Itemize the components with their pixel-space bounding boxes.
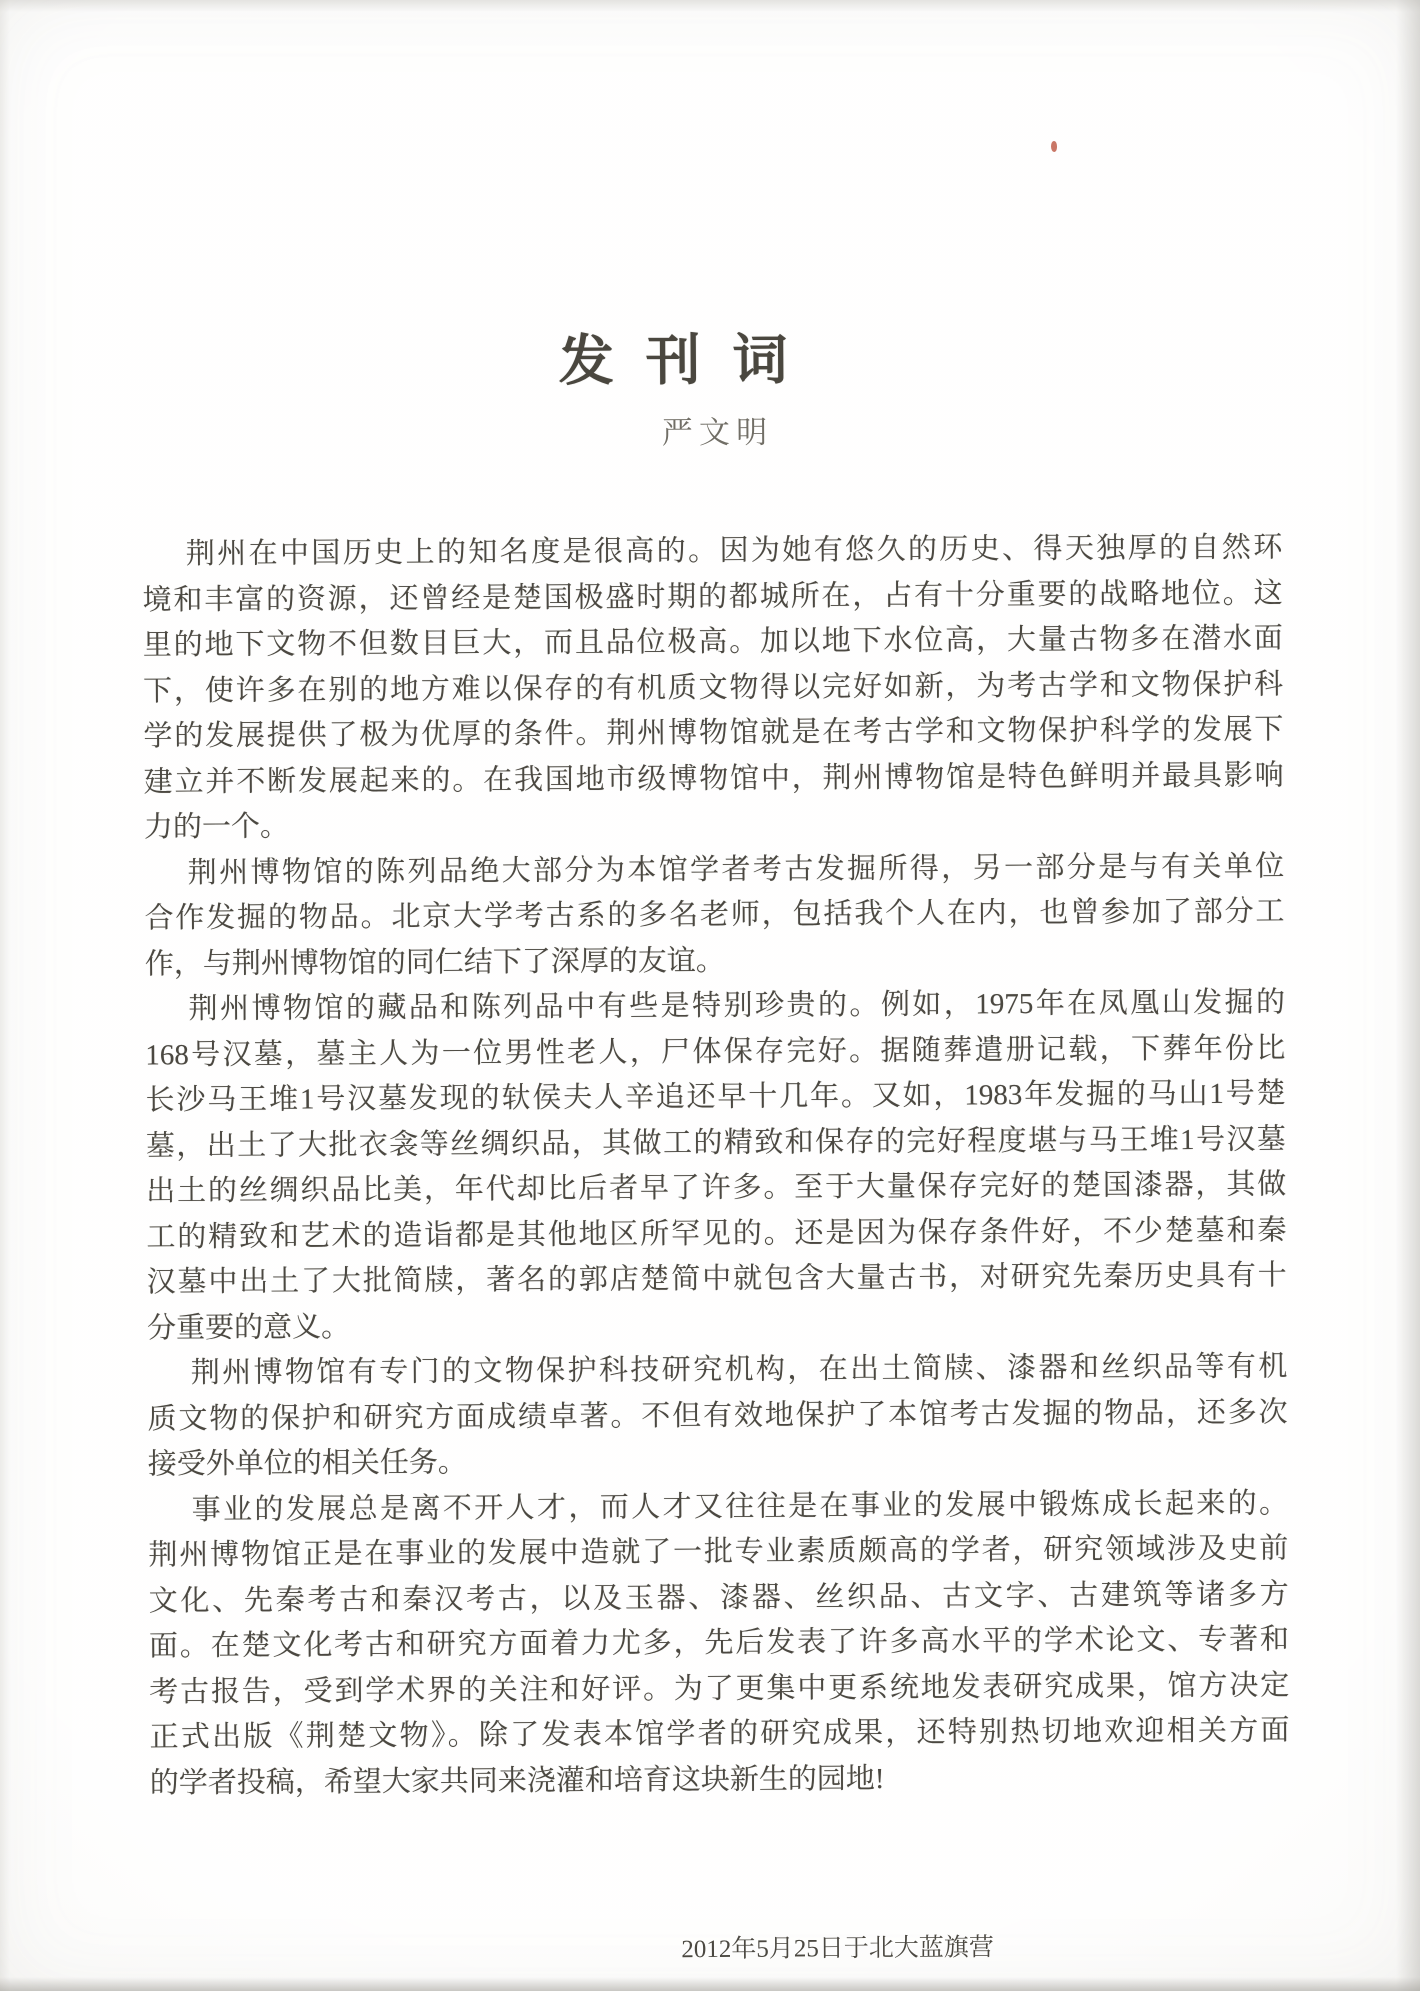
text-line: 作，与荆州博物馆的同仁结下了深厚的友谊。	[144, 944, 725, 980]
paragraph	[148, 1481, 1290, 1806]
text-line: 正式出版《荆楚文物》。除了发表本馆学者的研究成果，还特别热切地欢迎相关方面	[149, 1714, 1290, 1754]
page-title: 发刊词	[558, 329, 820, 392]
text-line: 里的地下文物不但数目巨大，而且品位极高。加以地下水位高，大量古物多在潜水面	[142, 622, 1283, 662]
text-line: 工的精致和艺术的造诣都是其他地区所罕见的。还是因为保存条件好，不少楚墓和秦	[146, 1213, 1287, 1253]
text-line: 力的一个。	[143, 810, 290, 844]
text-line: 荆州在中国历史上的知名度是很高的。因为她有悠久的历史、得天独厚的自然环	[185, 531, 1283, 571]
text-line: 荆州博物馆的藏品和陈列品中有些是特别珍贵的。例如，1975年在凤凰山发掘的	[188, 986, 1286, 1026]
text-line: 接受外单位的相关任务。	[147, 1446, 467, 1481]
text-line: 出土的丝绸织品比美，年代却比后者早了许多。至于大量保存完好的楚国漆器，其做	[146, 1168, 1287, 1208]
text-line: 汉墓中出土了大批简牍，著名的郭店楚简中就包含大量古书，对研究先秦历史具有十	[146, 1259, 1287, 1299]
author-name: 严文明	[661, 414, 774, 451]
paragraph	[147, 1344, 1288, 1487]
paragraph	[144, 844, 1285, 987]
text-line: 168号汉墓，墓主人为一位男性老人，尸体保存完好。据随葬遣册记载，下葬年份比	[145, 1031, 1286, 1071]
text-line: 境和丰富的资源，还曾经是楚国极盛时期的都城所在，占有十分重要的战略地位。这	[142, 576, 1283, 616]
text-line: 学的发展提供了极为优厚的条件。荆州博物馆就是在考古学和文物保护科学的发展下	[143, 713, 1284, 753]
text-line: 事业的发展总是离不开人才，而人才又往往是在事业的发展中锻炼成长起来的。	[191, 1486, 1289, 1526]
text-line: 文化、先秦考古和秦汉考古，以及玉器、漆器、丝织品、古文字、古建筑等诸多方	[148, 1577, 1289, 1617]
text-line: 荆州博物馆正是在事业的发展中造就了一批专业素质颇高的学者，研究领域涉及史前	[148, 1532, 1289, 1572]
dateline: 2012年5月25日于北大蓝旗营	[681, 1934, 994, 1964]
text-line: 的学者投稿，希望大家共同来浇灌和培育这块新生的园地!	[149, 1762, 885, 1799]
text-line: 分重要的意义。	[146, 1310, 351, 1344]
text-line: 面。在楚文化考古和研究方面着力尤多，先后发表了许多高水平的学术论文、专著和	[148, 1623, 1290, 1663]
paragraph	[145, 980, 1287, 1351]
paragraph	[142, 525, 1284, 850]
text-line: 下，使许多在别的地方难以保存的有机质文物得以完好如新，为考古学和文物保护科	[143, 667, 1284, 707]
text-line: 墓，出土了大批衣衾等丝绸织品，其做工的精致和保存的完好程度堪与马王堆1号汉墓	[145, 1122, 1286, 1162]
text-line: 建立并不断发展起来的。在我国地市级博物馆中，荆州博物馆是特色鲜明并最具影响	[143, 758, 1284, 798]
body-text	[142, 525, 1290, 1806]
text-line: 合作发掘的物品。北京大学考古系的多名老师，包括我个人在内，也曾参加了部分工	[144, 895, 1285, 935]
text-line: 荆州博物馆的陈列品绝大部分为本馆学者考古发掘所得，另一部分是与有关单位	[187, 849, 1285, 889]
text-line: 质文物的保护和研究方面成绩卓著。不但有效地保护了本馆考古发掘的物品，还多次	[147, 1395, 1288, 1435]
red-ink-speck	[1051, 141, 1057, 152]
text-line: 荆州博物馆有专门的文物保护科技研究机构，在出土简牍、漆器和丝织品等有机	[190, 1350, 1288, 1390]
text-line: 考古报告，受到学术界的关注和好评。为了更集中更系统地发表研究成果，馆方决定	[149, 1668, 1290, 1708]
text-line: 长沙马王堆1号汉墓发现的轪侯夫人辛追还早十几年。又如，1983年发掘的马山1号楚	[145, 1077, 1286, 1117]
